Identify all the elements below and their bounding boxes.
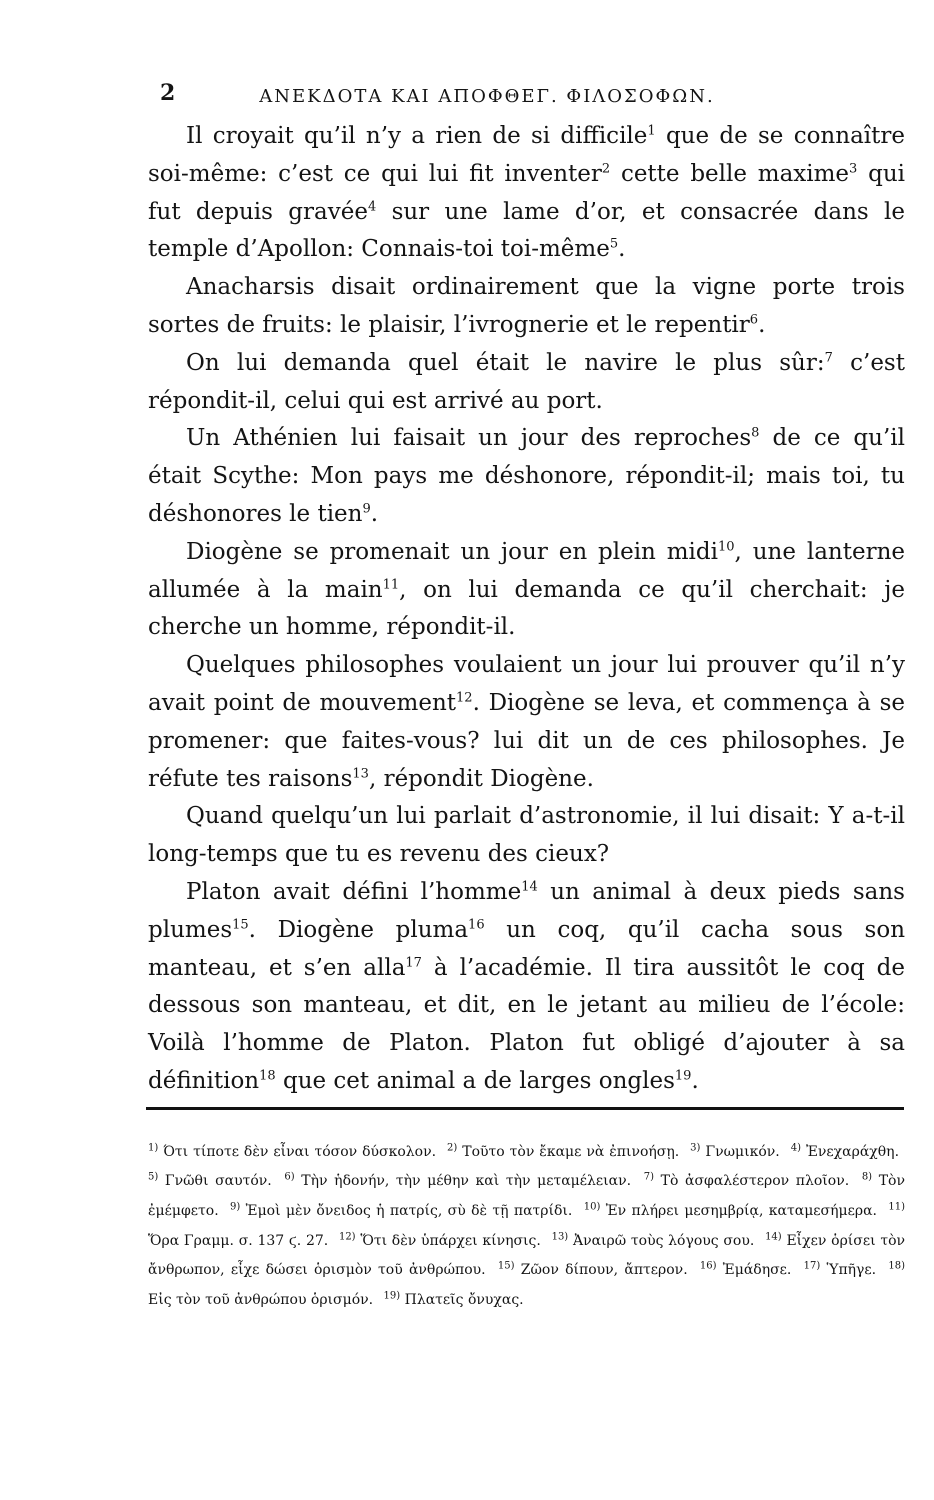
paragraph <box>148 345 905 421</box>
footnote-marker: 3 <box>849 161 858 177</box>
footnote-number: 5) <box>148 1171 159 1183</box>
footnote-marker: 1 <box>647 123 656 139</box>
footnote-number: 4) <box>790 1142 801 1153</box>
footnote-marker: 5 <box>609 236 619 252</box>
paragraph-text: un coq, qu’il cacha sous son manteau, et s’en alla <box>148 916 906 981</box>
footnote-number: 9) <box>230 1201 241 1213</box>
footnote <box>644 1173 849 1189</box>
paragraph-text: qui fut depuis gravée <box>148 160 906 225</box>
footnote-marker: 15 <box>232 917 249 933</box>
paragraph-text: . Diogène pluma <box>248 916 469 943</box>
running-head: ΑΝΕΚΔΟΤΑ ΚΑΙ ΑΠΟΦΘΕΓ. ΦΙΛΟΣΟΦΩΝ. <box>259 86 715 107</box>
paragraph-text: , une lanterne allumée à la main <box>148 538 906 603</box>
paragraph-text: de ce qu’il était Scythe: Mon pays me déshonore, répondit-il; mais toi, tu déshonores le tien <box>148 425 905 527</box>
paragraph-text: . <box>618 236 626 263</box>
footnote-marker: 19 <box>674 1068 692 1084</box>
paragraph-text: Il croyait qu’il n’y a rien de si difficile <box>186 123 648 149</box>
footnote-number: 18) <box>888 1260 906 1272</box>
footnote-marker: 10 <box>718 539 735 555</box>
paragraph-text: que cet animal a de larges ongles <box>275 1067 675 1094</box>
footnote <box>791 1144 899 1160</box>
footnote-text: Τὸ ἀσφαλέστερον πλοῖον. <box>653 1173 850 1190</box>
footnote-rule <box>146 1107 904 1110</box>
paragraph <box>148 269 905 345</box>
footnote-number: 7) <box>643 1171 654 1183</box>
footnote <box>447 1144 679 1160</box>
page-number: 2 <box>160 80 176 106</box>
paragraph-text: . <box>370 500 379 527</box>
footnote-marker: 7 <box>824 350 833 366</box>
footnote <box>230 1203 572 1219</box>
footnote-marker: 11 <box>382 576 400 592</box>
paragraph <box>148 420 905 533</box>
footnote <box>804 1262 876 1278</box>
footnote-number: 6) <box>284 1171 295 1183</box>
footnote-text: Ὅτι δὲν ὑπάρχει κίνησις. <box>355 1232 541 1249</box>
paragraph-text: Anacharsis disait ordinairement que la vigne porte trois sortes de fruits: le plaisir, l’ivrognerie et le repentir <box>148 274 905 338</box>
footnote-number: 10) <box>583 1201 601 1213</box>
footnote-number: 19) <box>383 1290 401 1302</box>
paragraph-text: , on lui demanda ce qu’il cherchait: je cherche un homme, répondit-il. <box>148 576 905 641</box>
footnote-marker: 18 <box>259 1068 276 1084</box>
footnote-marker: 12 <box>456 690 473 706</box>
footnote-text: Ἀναιρῶ τοὺς λόγους σου. <box>568 1232 755 1249</box>
body-text <box>148 118 905 1101</box>
paragraph-text: On lui demanda quel était le navire le plus sûr: <box>186 349 825 376</box>
paragraph <box>148 534 905 647</box>
footnote-marker: 8 <box>751 425 760 441</box>
footnote-text: Ότι τίποτε δὲν εἶναι τόσον δύσκολον. <box>158 1143 437 1160</box>
paragraph <box>148 798 905 874</box>
paragraph-text: à l’académie. Il tira aussitôt le coq de dessous son manteau, et dit, en le jetant au milieu de l’école: Voilà l’homme de Platon. Platon fut obligé d’ajouter à sa définition <box>148 954 905 1094</box>
paragraph-text: un animal à deux pieds sans plumes <box>148 878 905 943</box>
footnote-number: 2) <box>447 1142 458 1153</box>
paragraph <box>148 647 905 798</box>
footnote-text: Γνωμικόν. <box>700 1143 780 1160</box>
paragraph <box>148 118 905 269</box>
footnote <box>498 1262 688 1278</box>
footnote-text: Ἐνεχαράχθη. <box>800 1143 900 1160</box>
footnote-number: 15) <box>497 1260 515 1272</box>
paragraph-text: que de se connaître soi-même: c’est ce qui lui fit inventer <box>148 123 905 187</box>
footnote-text: Ὑπῆγε. <box>820 1262 877 1279</box>
footnote-text: Τὴν ἡδονήν, τὴν μέθην καὶ τὴν μεταμέλειαν. <box>294 1173 632 1190</box>
paragraph-text: . <box>758 311 766 338</box>
footnote <box>700 1262 791 1278</box>
paragraph-text: sur une lame d’or, et consacrée dans le temple d’Apollon: Connais-toi toi-même <box>148 198 905 263</box>
footnote-marker: 17 <box>405 954 422 970</box>
footnote-number: 1) <box>148 1142 159 1153</box>
footnote-text: Ἐμοὶ μὲν ὄνειδος ἡ πατρίς, σὺ δὲ τῇ πατρίδι. <box>240 1202 573 1219</box>
paragraph-text: Platon avait défini l’homme <box>186 878 522 905</box>
footnote-marker: 6 <box>749 312 759 328</box>
footnote <box>148 1173 272 1189</box>
footnote-text: Ζῶον δίπουν, ἄπτερον. <box>514 1262 688 1279</box>
paragraph-text: . Diogène se leva, et commença à se promener: que faites-vous? lui dit un de ces philosophes. Je réfute tes raisons <box>148 689 905 792</box>
footnote-text: Πλατεῖς ὄνυχας. <box>400 1291 524 1308</box>
footnote-number: 13) <box>551 1230 569 1242</box>
footnote-number: 11) <box>888 1201 905 1213</box>
footnote-text: Εἶχεν ὁρίσει τὸν ἄνθρωπον, εἶχε δώσει ὁρισμὸν τοῦ ἀνθρώπου. <box>148 1232 906 1279</box>
footnote <box>551 1230 755 1249</box>
footnote-text: Εἰς τὸν τοῦ ἀνθρώπου ὁρισμόν. <box>148 1291 374 1308</box>
paragraph-text: . <box>691 1067 699 1094</box>
footnote-number: 14) <box>765 1230 782 1242</box>
footnote-text: Τοῦτο τὸν ἔκαμε νὰ ἐπινοήσῃ. <box>457 1143 680 1160</box>
footnotes <box>148 1135 905 1313</box>
footnote-text: Γνῶθι σαυτόν. <box>158 1173 272 1190</box>
footnote-marker: 13 <box>352 765 369 781</box>
paragraph-text: Un Athénien lui faisait un jour des reproches <box>186 425 752 452</box>
footnote-marker: 2 <box>601 161 611 177</box>
footnote-text: Ἐμάδησε. <box>716 1262 792 1279</box>
paragraph-text: Diogène se promenait un jour en plein midi <box>186 538 718 565</box>
footnote <box>690 1144 780 1160</box>
footnote <box>338 1230 541 1249</box>
footnote-marker: 16 <box>468 917 485 933</box>
footnote-number: 3) <box>690 1142 701 1153</box>
footnote-number: 8) <box>861 1171 873 1183</box>
footnote <box>148 1144 436 1160</box>
footnote-number: 12) <box>338 1230 356 1242</box>
footnote-marker: 9 <box>362 501 371 517</box>
paragraph-text: cette belle maxime <box>610 160 850 187</box>
paragraph-text: Quand quelqu’un lui parlait d’astronomie, il lui disait: Y a-t-il long-temps que tu es revenu des cieux? <box>148 803 905 868</box>
footnote <box>284 1173 631 1189</box>
footnote-text: Ὅρα Γραμμ. σ. 137 ϛ. 27. <box>148 1232 329 1249</box>
paragraph-text: Quelques philosophes voulaient un jour lui prouver qu’il n’y avait point de mouvement <box>148 652 905 716</box>
footnote <box>584 1203 877 1219</box>
footnote-marker: 14 <box>521 879 538 895</box>
paragraph-text: c’est répondit-il, celui qui est arrivé au port. <box>148 349 905 414</box>
paragraph <box>148 874 905 1101</box>
footnote-text: Ἐν πλήρει μεσημβρίᾳ, καταμεσήμερα. <box>600 1202 877 1219</box>
footnote-marker: 4 <box>367 198 377 214</box>
footnote-number: 16) <box>699 1260 717 1272</box>
footnote <box>384 1292 524 1308</box>
footnote-number: 17) <box>803 1260 821 1272</box>
paragraph-text: , répondit Diogène. <box>368 765 594 792</box>
footnote-text: Τὸν ἐμέμφετο. <box>148 1173 905 1219</box>
